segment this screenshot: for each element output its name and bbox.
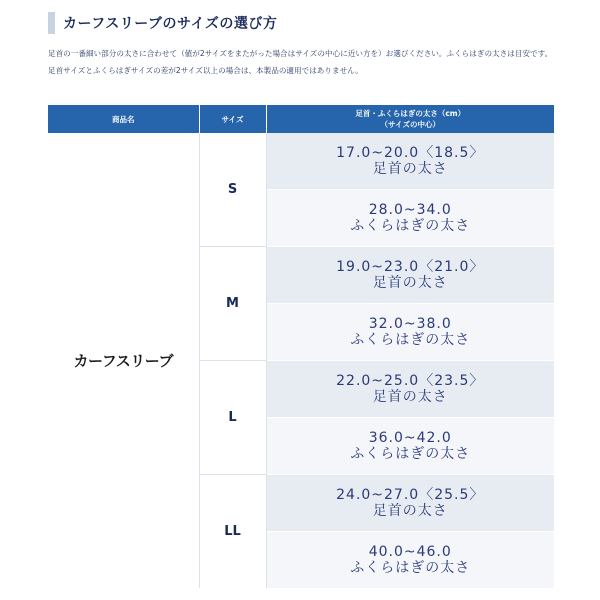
ankle-label: 足首の太さ [372,161,448,177]
calf-measure-l [266,418,554,475]
table-row [48,133,554,190]
calf-label: ふくらはぎの太さ [350,560,471,576]
calf-range: 40.0~46.0 [368,544,452,560]
size-label-s: S [199,133,266,247]
section-heading [48,12,277,34]
ankle-range: 22.0~25.0〈23.5〉 [336,373,485,389]
heading-accent-bar [48,12,55,34]
ankle-label: 足首の太さ [372,275,448,291]
calf-label: ふくらはぎの太さ [350,332,471,348]
header-measure-line1: 足首・ふくらはぎの太さ（cm） [355,109,466,118]
calf-range: 36.0~42.0 [368,430,452,446]
ankle-measure-s [266,133,554,190]
calf-measure-s [266,190,554,247]
ankle-label: 足首の太さ [372,389,448,405]
size-label-ll: LL [199,475,266,589]
header-size: サイズ [199,105,266,133]
calf-label: ふくらはぎの太さ [350,218,471,234]
size-table [48,105,554,588]
selection-note: 足首の一番細い部分の太さに合わせて（値が2サイズをまたがった場合はサイズの中心に近い方を）お選びください。ふくらはぎの太さは目安です。足首サイズとふくらはぎサイズの差が2サイズ以上の場合は、本製品の適用ではありません。 [48,49,553,75]
size-label-m: M [199,247,266,361]
ankle-range: 19.0~23.0〈21.0〉 [336,259,485,275]
header-product: 商品名 [48,105,199,133]
ankle-range: 24.0~27.0〈25.5〉 [336,487,485,503]
calf-measure-m [266,304,554,361]
page-title: カーフスリーブのサイズの選び方 [63,16,278,32]
calf-range: 32.0~38.0 [368,316,452,332]
header-measure [266,105,554,133]
ankle-measure-l [266,361,554,418]
size-label-l: L [199,361,266,475]
ankle-measure-m [266,247,554,304]
product-name-cell: カーフスリーブ [48,133,199,588]
header-measure-line2: （サイズの中心） [380,120,440,129]
table-header-row [48,105,554,133]
calf-label: ふくらはぎの太さ [350,446,471,462]
calf-measure-ll [266,532,554,589]
calf-range: 28.0~34.0 [368,202,452,218]
ankle-label: 足首の太さ [372,503,448,519]
ankle-range: 17.0~20.0〈18.5〉 [336,145,485,161]
ankle-measure-ll [266,475,554,532]
